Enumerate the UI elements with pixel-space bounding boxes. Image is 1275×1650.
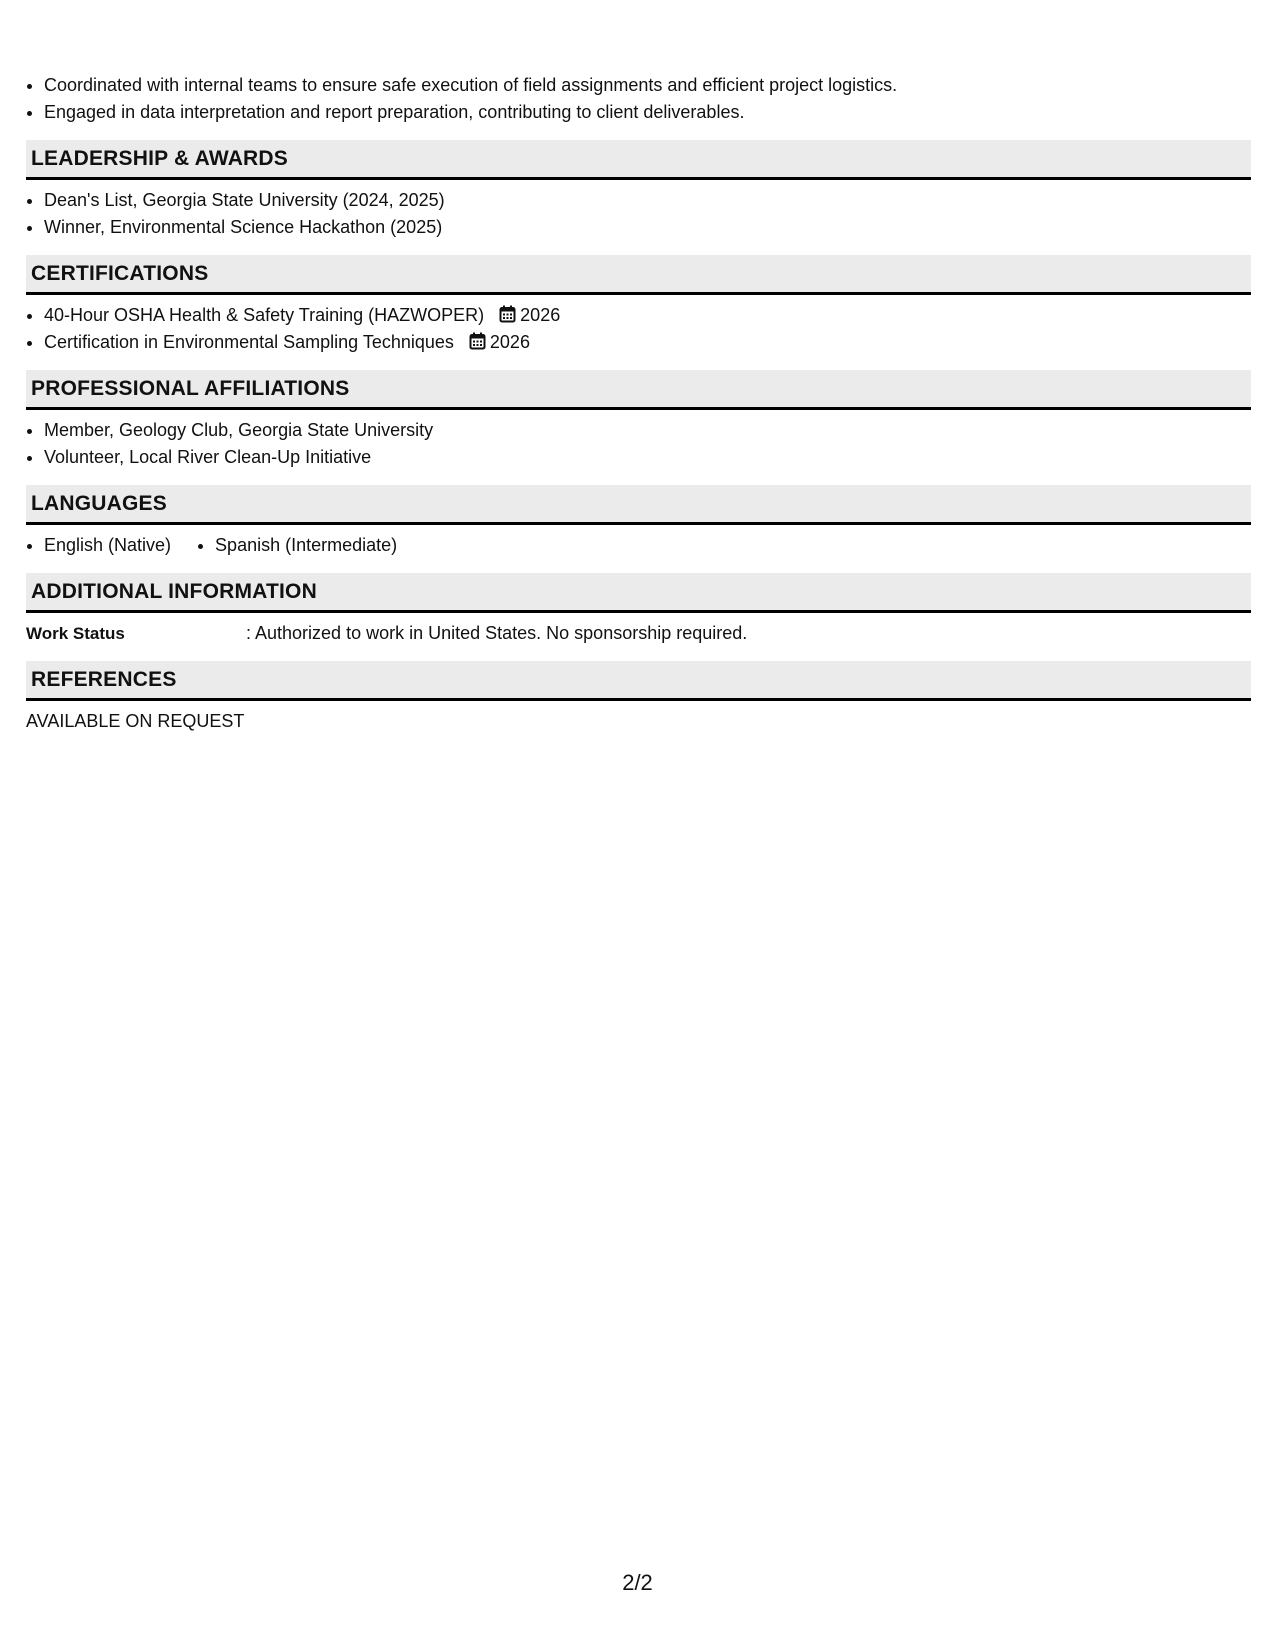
calendar-icon — [499, 305, 516, 323]
language-item: • English (Native) — [44, 532, 171, 559]
work-status-value: : Authorized to work in United States. No sponsorship required. — [246, 623, 748, 643]
certification-name: 40-Hour OSHA Health & Safety Training (HAZWOPER) — [44, 305, 485, 325]
leadership-list — [26, 187, 1251, 241]
section-header-certifications: CERTIFICATIONS — [26, 255, 1251, 295]
languages-list — [26, 532, 1251, 559]
certification-name: Certification in Environmental Sampling Techniques — [44, 332, 454, 352]
certifications-list — [26, 302, 1251, 356]
affiliation-item: • Member, Geology Club, Georgia State University — [44, 417, 1251, 444]
section-header-additional-information: ADDITIONAL INFORMATION — [26, 573, 1251, 613]
leadership-item: • Winner, Environmental Science Hackathon (2025) — [44, 214, 1251, 241]
certification-item — [44, 329, 1251, 356]
experience-bullet: • Coordinated with internal teams to ensure safe execution of field assignments and efficient project logistics. — [44, 72, 1251, 99]
experience-bullet-list — [26, 72, 1251, 126]
calendar-icon — [469, 332, 486, 350]
section-header-languages: LANGUAGES — [26, 485, 1251, 525]
language-item: • Spanish (Intermediate) — [215, 532, 397, 559]
section-header-affiliations: PROFESSIONAL AFFILIATIONS — [26, 370, 1251, 410]
affiliations-list — [26, 417, 1251, 471]
certification-year: 2026 — [489, 332, 530, 352]
affiliation-item: • Volunteer, Local River Clean-Up Initiative — [44, 444, 1251, 471]
experience-bullet: • Engaged in data interpretation and report preparation, contributing to client deliverables. — [44, 99, 1251, 126]
leadership-item: • Dean's List, Georgia State University (2024, 2025) — [44, 187, 1251, 214]
work-status-row — [26, 620, 1251, 647]
section-header-references: REFERENCES — [26, 661, 1251, 701]
references-text: AVAILABLE ON REQUEST — [26, 711, 245, 731]
work-status-label: Work Status — [26, 624, 125, 643]
resume-page-content — [26, 72, 1251, 735]
certification-item — [44, 302, 1251, 329]
page-number: 2/2 — [622, 1570, 653, 1595]
certification-year: 2026 — [520, 305, 561, 325]
section-header-leadership: LEADERSHIP & AWARDS — [26, 140, 1251, 180]
